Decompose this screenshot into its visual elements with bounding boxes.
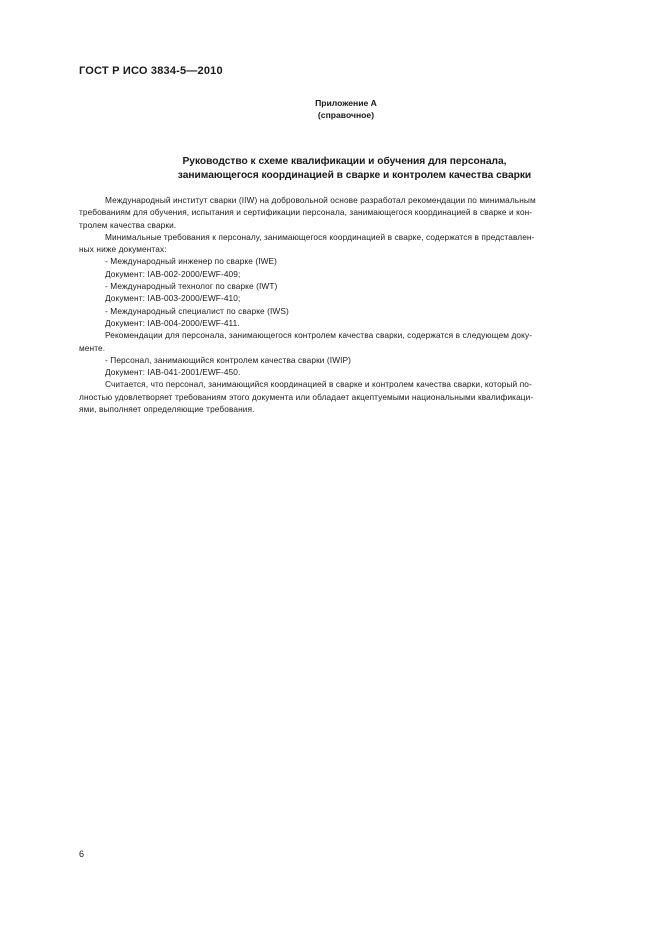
title-line-1: Руководство к схеме квалификации и обучения для персонала, [182, 156, 507, 167]
standard-code-header: ГОСТ Р ИСО 3834-5—2010 [79, 65, 223, 77]
appendix-type: (справочное) [317, 110, 375, 120]
body-line: лностью удовлетворяет требованиям этого документа или обладает акцептуемыми национальными квалификаци- [79, 391, 534, 402]
list-item: - Персонал, занимающийся контролем качества сварки (IWIP) [105, 354, 352, 365]
page-number: 6 [79, 849, 85, 859]
appendix-label: Приложение А [315, 98, 377, 108]
body-line: ями, выполняет определяющие требования. [79, 404, 255, 415]
section-title [79, 155, 610, 183]
title-line-2: занимающегося координацией в сварке и контролем качества сварки [177, 170, 532, 181]
document-reference: Документ: IAB-002-2000/EWF-409; [105, 268, 241, 279]
body-line: требованиям для обучения, испытания и сертификации персонала, занимающегося координацией в сварке и кон- [79, 207, 533, 218]
list-item: - Международный инженер по сварке (IWE) [105, 256, 278, 267]
body-line: менте. [79, 342, 106, 353]
body-line: Рекомендации для персонала, занимающегося контролем качества сварки, содержатся в следующем доку- [105, 330, 533, 341]
body-line: ных ниже документах: [79, 244, 167, 255]
list-item: - Международный технолог по сварке (IWT) [105, 281, 278, 292]
document-reference: Документ: IAB-004-2000/EWF-411. [105, 317, 240, 328]
body-line: Считается, что персонал, занимающийся координацией в сварке и контролем качества сварки, который по- [105, 379, 532, 390]
body-line: Минимальные требования к персоналу, занимающегося координацией в сварке, содержатся в представлен- [105, 231, 535, 242]
body-line: тролем качества сварки. [79, 219, 177, 230]
body-line: Международный институт сварки (IIW) на добровольной основе разработал рекомендации по минимальным [105, 195, 536, 205]
document-reference: Документ: IAB-003-2000/EWF-410; [105, 293, 241, 304]
appendix-heading [246, 97, 446, 121]
list-item: - Международный специалист по сварке (IWS) [105, 305, 289, 316]
body-text [79, 194, 616, 415]
document-reference: Документ: IAB-041-2001/EWF-450. [105, 367, 241, 378]
